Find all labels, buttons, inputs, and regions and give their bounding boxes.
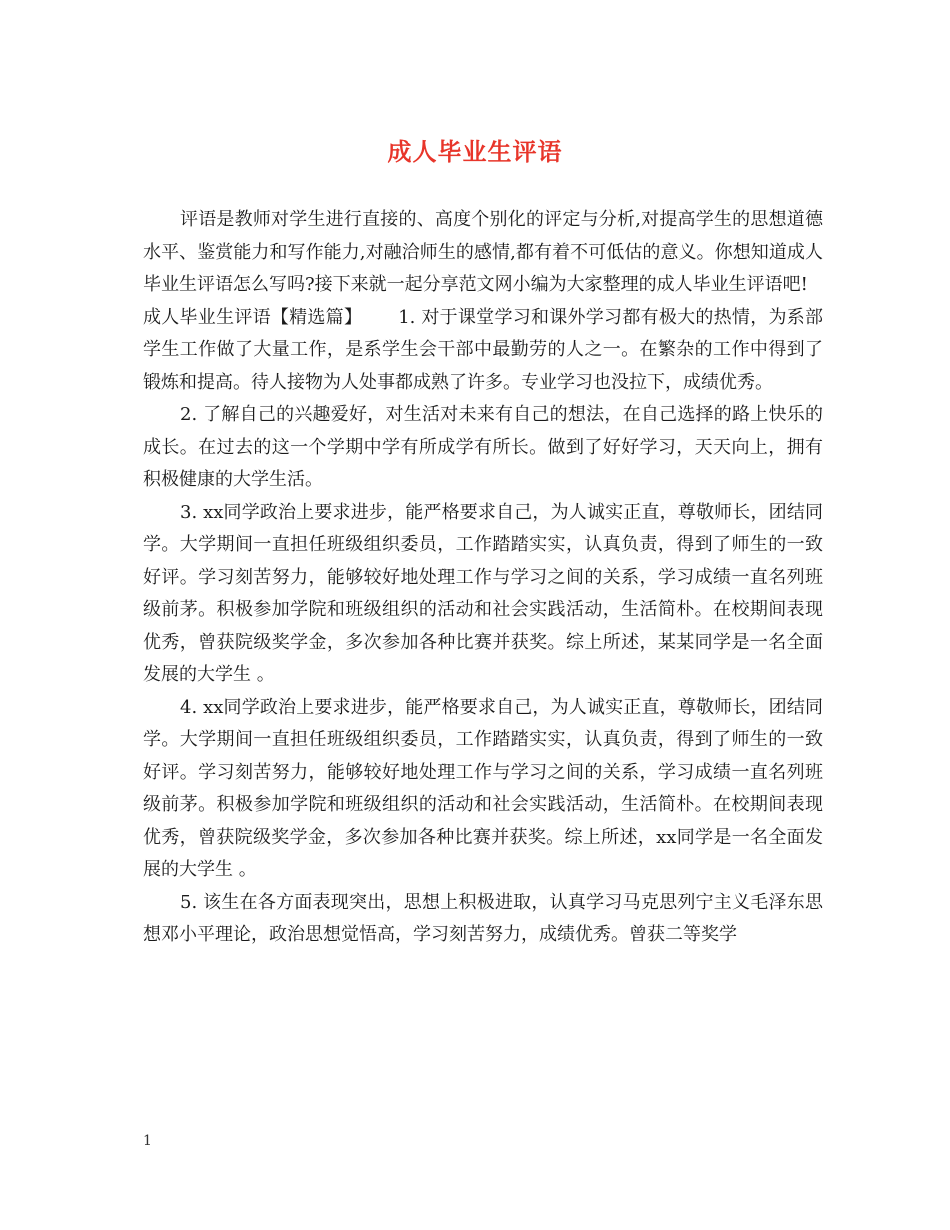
item-paragraph: 5. 该生在各方面表现突出，思想上积极进取，认真学习马克思列宁主义毛泽东思想邓小平理论，政治思想觉悟高，学习刻苦努力，成绩优秀。曾获二等奖学: [143, 891, 823, 945]
intro-paragraph: 评语是教师对学生进行直接的、高度个别化的评定与分析,对提高学生的思想道德水平、鉴赏能力和写作能力,对融洽师生的感情,都有着不可低估的意义。你想知道成人毕业生评语怎么写吗?接下来就一起分享范文网小编为大家整理的成人毕业生评语吧!: [143, 209, 823, 295]
document-body: [143, 204, 823, 952]
item-text: 1. 对于课堂学习和课外学习都有极大的热情，为系部学生工作做了大量工作，是系学生会干部中最勤劳的人之一。在繁杂的工作中得到了锻炼和提高。待人接物为人处事都成熟了许多。专业学习也没拉下，成绩优秀。: [143, 306, 823, 393]
first-item-paragraph: [143, 302, 823, 400]
item-paragraph: 2. 了解自己的兴趣爱好，对生活对未来有自己的想法，在自己选择的路上快乐的成长。在过去的这一个学期中学有所成学有所长。做到了好好学习，天天向上，拥有积极健康的大学生活。: [143, 404, 823, 490]
section-label: 成人毕业生评语【精选篇】: [143, 306, 363, 328]
item-paragraph: 3. xx同学政治上要求进步，能严格要求自己，为人诚实正直，尊敬师长，团结同学。大学期间一直担任班级组织委员，工作踏踏实实，认真负责，得到了师生的一致好评。学习刻苦努力，能够较好地处理工作与学习之间的关系，学习成绩一直名列班级前茅。积极参加学院和班级组织的活动和社会实践活动，生活简朴。在校期间表现优秀，曾获院级奖学金，多次参加各种比赛并获奖。综上所述，某某同学是一名全面发展的大学生 。: [143, 501, 823, 685]
document-title: 成人毕业生评语: [387, 137, 563, 166]
item-paragraph: 4. xx同学政治上要求进步，能严格要求自己，为人诚实正直，尊敬师长，团结同学。大学期间一直担任班级组织委员，工作踏踏实实，认真负责，得到了师生的一致好评。学习刻苦努力，能够较好地处理工作与学习之间的关系，学习成绩一直名列班级前茅。积极参加学院和班级组织的活动和社会实践活动，生活简朴。在校期间表现优秀，曾获院级奖学金，多次参加各种比赛并获奖。综上所述，xx同学是一名全面发展的大学生 。: [143, 696, 823, 880]
page-number: 1: [143, 1133, 152, 1149]
